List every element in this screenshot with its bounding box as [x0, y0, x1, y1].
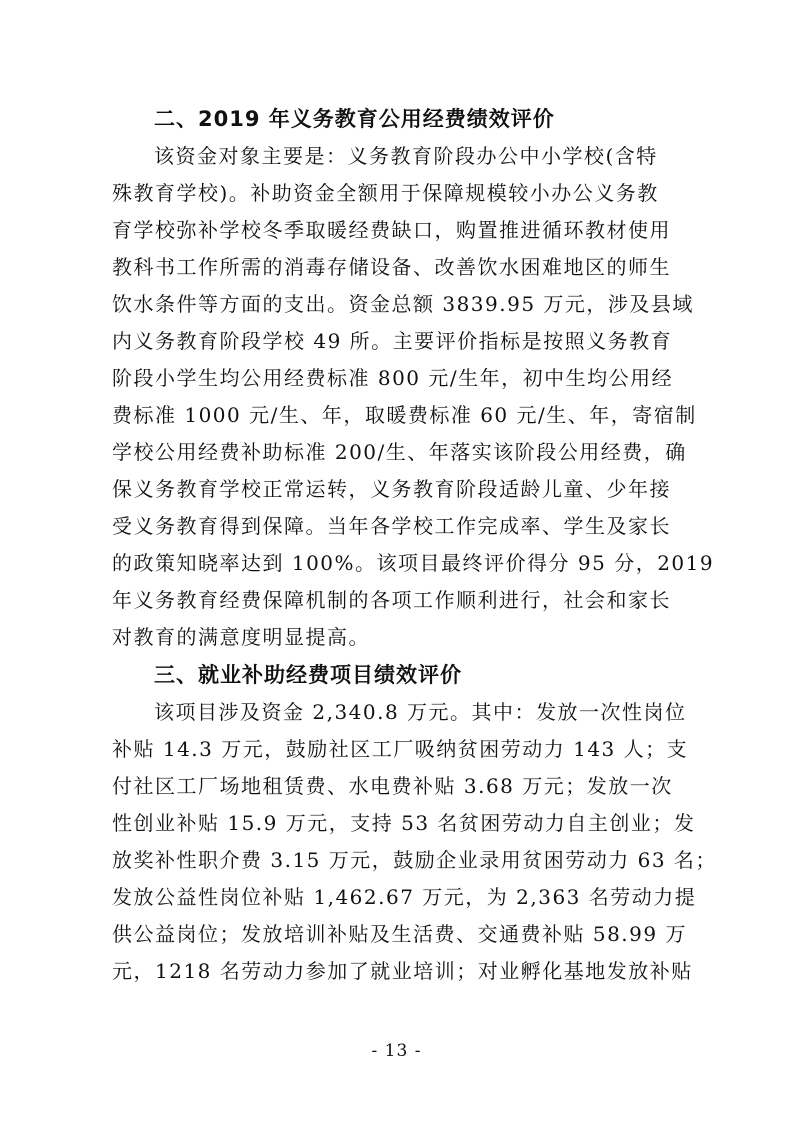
- page-number: - 13 -: [371, 1041, 422, 1061]
- paragraph-line: 内义务教育阶段学校 49 所。主要评价指标是按照义务教育: [112, 329, 673, 353]
- section-heading-employment-subsidy: 三、就业补助经费项目绩效评价: [154, 663, 462, 687]
- paragraph-line: 饮水条件等方面的支出。资金总额 3839.95 万元，涉及县域: [112, 292, 694, 316]
- paragraph-line: 该项目涉及资金 2,340.8 万元。其中：发放一次性岗位: [154, 700, 687, 724]
- paragraph-line: 年义务教育经费保障机制的各项工作顺利进行，社会和家长: [112, 588, 671, 612]
- paragraph-line: 该资金对象主要是：义务教育阶段办公中小学校(含特: [154, 144, 658, 168]
- paragraph-line: 的政策知晓率达到 100%。该项目最终评价得分 95 分，2019: [112, 551, 715, 575]
- page-content: [112, 100, 717, 990]
- paragraph-line: 付社区工厂场地租赁费、水电费补贴 3.68 万元；发放一次: [112, 774, 673, 798]
- paragraph-line: 对教育的满意度明显提高。: [112, 625, 370, 649]
- paragraph-line: 育学校弥补学校冬季取暖经费缺口，购置推进循环教材使用: [112, 218, 671, 242]
- paragraph-line: 放奖补性职介费 3.15 万元，鼓励企业录用贫困劳动力 63 名；: [112, 848, 717, 872]
- paragraph-line: 元，1218 名劳动力参加了就业培训；对业孵化基地发放补贴: [112, 959, 693, 983]
- paragraph-line: 性创业补贴 15.9 万元，支持 53 名贫困劳动力自主创业；发: [112, 811, 696, 835]
- paragraph-line: 受义务教育得到保障。当年各学校工作完成率、学生及家长: [112, 514, 671, 538]
- section-body-2019-education-funding: [112, 138, 715, 656]
- paragraph-line: 补贴 14.3 万元，鼓励社区工厂吸纳贫困劳动力 143 人；支: [112, 737, 689, 761]
- paragraph-line: 供公益岗位；发放培训补贴及生活费、交通费补贴 58.99 万: [112, 922, 687, 946]
- section-heading-2019-education-funding: 二、2019 年义务教育公用经费绩效评价: [154, 107, 555, 131]
- paragraph-line: 阶段小学生均公用经费标准 800 元/生年，初中生均公用经: [112, 366, 674, 390]
- paragraph-line: 殊教育学校)。补助资金全额用于保障规模较小办公义务教: [112, 181, 659, 205]
- paragraph-line: 学校公用经费补助标准 200/生、年落实该阶段公用经费，确: [112, 440, 687, 464]
- paragraph-line: 教科书工作所需的消毒存储设备、改善饮水困难地区的师生: [112, 255, 671, 279]
- paragraph-line: 发放公益性岗位补贴 1,462.67 万元，为 2,363 名劳动力提: [112, 885, 697, 909]
- paragraph-line: 费标准 1000 元/生、年，取暖费标准 60 元/生、年，寄宿制: [112, 403, 697, 427]
- paragraph-line: 保义务教育学校正常运转，义务教育阶段适龄儿童、少年接: [112, 477, 671, 501]
- section-body-employment-subsidy: [112, 694, 717, 990]
